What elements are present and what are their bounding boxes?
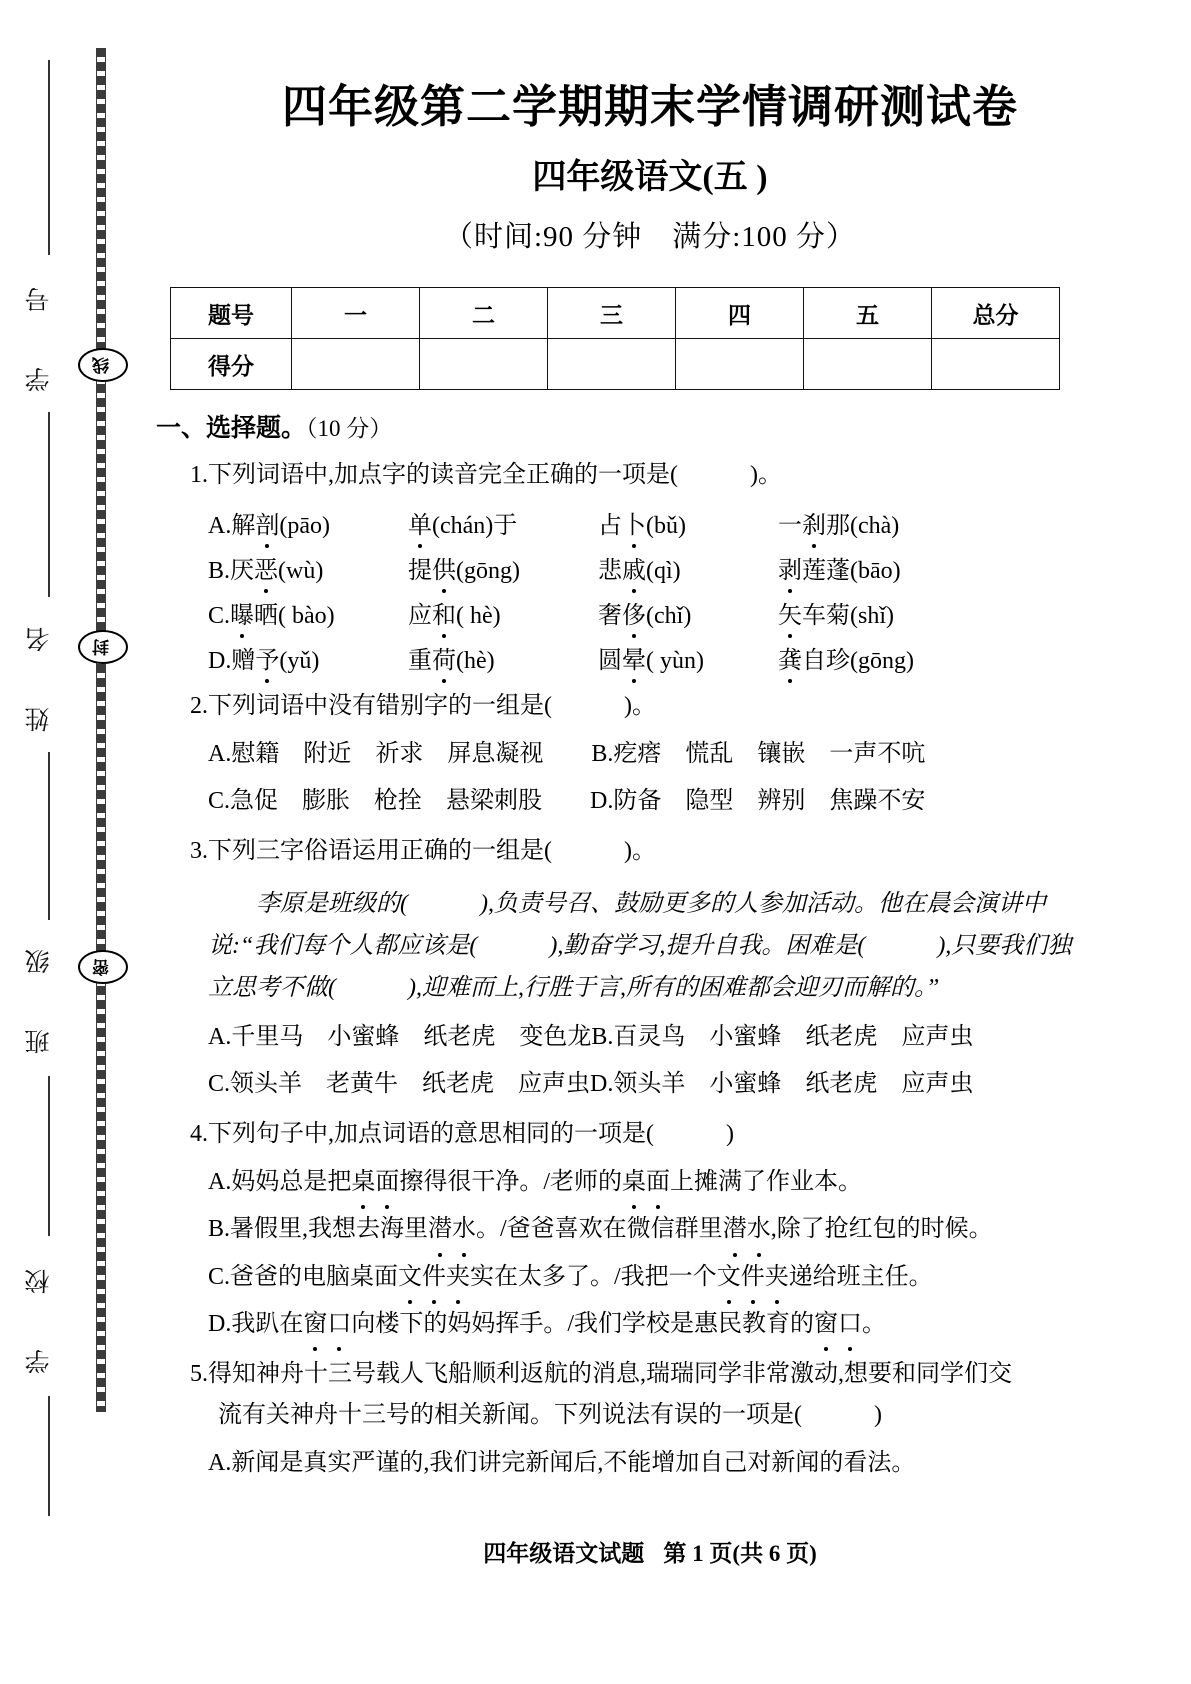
score-cell-2[interactable] [420, 339, 548, 390]
option-a-cell-3: 占卜(bǔ) [598, 505, 778, 540]
q4-a-seg5: 上摊满了作业本。 [670, 1169, 863, 1196]
q4-a-letter: A. [208, 1169, 232, 1196]
field-label-class: 班 级 [26, 935, 53, 1055]
section-heading [156, 408, 1150, 444]
emphasis-char: 夹 [446, 1259, 470, 1296]
q4-c-letter: C. [208, 1263, 231, 1290]
question-1-option-d[interactable] [208, 640, 1150, 675]
exam-subject: 四年级语文(五 ) [532, 159, 768, 196]
seal-rule-5 [48, 1396, 50, 1516]
seal-rule-1 [48, 60, 50, 255]
question-5-number: 5. [190, 1361, 208, 1387]
footer-subject: 四年级语文试题 [483, 1540, 645, 1566]
emphasis-char: 桌 [622, 1164, 646, 1201]
question-5-text-line1: 得知神舟十三号载人飞船顺利返航的消息,瑞瑞同学非常激动,想要和同学们交 [208, 1361, 1012, 1387]
emphasis-char: 文 [717, 1259, 741, 1296]
seal-rule-2 [48, 412, 50, 597]
seal-rule-3 [48, 752, 50, 920]
q4-d-seg2 [303, 1311, 351, 1337]
seal-word-mi: 密 [78, 950, 128, 984]
option-d-cell-1: D.赠予(yǔ) [208, 640, 408, 675]
seal-word-feng: 封 [78, 630, 128, 664]
q4-b-seg3: 。/爸爸喜欢在微信群里 [476, 1216, 723, 1243]
option-c-cell-3: 奢侈(chǐ) [598, 595, 778, 630]
option-a-cell-2: 单(chán)于 [408, 505, 598, 540]
question-1-option-b[interactable] [208, 550, 1150, 585]
option-a-cell-4: 一刹那(chà) [778, 505, 998, 540]
exam-title: 四年级第二学期期末学情调研测试卷 [281, 81, 1018, 132]
option-d-cell-4: 龚自珍(gōng) [778, 640, 998, 675]
question-4-option-d[interactable] [208, 1306, 1150, 1343]
field-label-school: 学 校 [26, 1255, 53, 1375]
question-4-option-a[interactable] [208, 1164, 1150, 1201]
emphasis-char: 桌 [351, 1164, 375, 1201]
score-cell-3[interactable] [548, 339, 676, 390]
question-3-number: 3. [190, 838, 208, 865]
question-2-options-row-2[interactable]: C.急促 膨胀 枪拴 悬梁刺股 D.防备 隐型 辨别 焦躁不安 [208, 787, 926, 814]
q4-b-letter: B. [208, 1216, 231, 1243]
question-2-number: 2. [190, 692, 208, 719]
q4-c-seg4 [717, 1264, 789, 1290]
question-3-text: 下列三字俗语运用正确的一组是( )。 [208, 838, 656, 865]
score-table-row-label-1: 题号 [171, 288, 292, 339]
emphasis-char: 水 [747, 1211, 771, 1248]
score-cell-4[interactable] [676, 339, 804, 390]
emphasis-char: 潜 [723, 1211, 747, 1248]
q4-c-seg5: 递给班主任。 [788, 1263, 933, 1290]
question-3-stem [190, 832, 1150, 871]
seal-word-xian: 线 [78, 348, 128, 382]
question-2-stem [190, 687, 1150, 726]
option-b-cell-2: 提供(gōng) [408, 550, 598, 585]
score-table-col-5: 五 [804, 288, 932, 339]
q4-a-seg4 [622, 1169, 670, 1195]
question-3-options-row-1[interactable]: A.千里马 小蜜蜂 纸老虎 变色龙B.百灵鸟 小蜜蜂 纸老虎 应声虫 [208, 1024, 974, 1050]
exam-content [150, 0, 1150, 1684]
option-d-cell-2: 重荷(hè) [408, 640, 598, 675]
question-4-text: 下列句子中,加点词语的意思相同的一项是( ) [208, 1121, 734, 1148]
question-4-option-c[interactable] [208, 1259, 1150, 1296]
q4-a-seg1: 妈妈总是把 [231, 1169, 352, 1196]
question-4-stem [190, 1115, 1150, 1154]
question-3-options-row-2[interactable]: C.领头羊 老黄牛 纸老虎 应声虫D.领头羊 小蜜蜂 纸老虎 应声虫 [208, 1071, 974, 1098]
section-title-text: 一、选择题。 [156, 414, 307, 442]
emphasis-char: 潜 [428, 1211, 452, 1248]
question-5-stem [190, 1355, 1150, 1394]
field-label-student-id: 学 号 [26, 273, 53, 393]
question-4-number: 4. [190, 1121, 208, 1148]
q4-d-seg1: 我趴在 [231, 1310, 304, 1337]
footer-page-number: 第 1 页(共 6 页) [663, 1541, 817, 1566]
emphasis-char: 件 [422, 1259, 446, 1296]
q4-c-seg3: 实在太多了。/我把一个 [470, 1263, 717, 1290]
seal-dashed-line [96, 48, 106, 1412]
q4-b-seg1: 暑假里,我想去海里 [230, 1216, 429, 1243]
question-5-option-a[interactable]: A.新闻是真实严谨的,我们讲完新闻后,不能增加自己对新闻的看法。 [208, 1449, 916, 1476]
score-cell-5[interactable] [804, 339, 932, 390]
score-table-col-6: 总分 [932, 288, 1060, 339]
table-row-header [171, 288, 1060, 339]
question-3-passage: 李原是班级的( ),负责号召、鼓励更多的人参加活动。他在晨会演讲中说:“我们每个人都应该是( ),勤奋学习,提升自我。困难是( ),只要我们独立思考不做( ),迎难而上,行胜于言,所有的困难都会迎刃而解的。” [208, 891, 1072, 1001]
score-table-col-2: 二 [420, 288, 548, 339]
q4-b-seg2 [428, 1216, 476, 1242]
option-c-cell-2: 应和( hè) [408, 595, 598, 630]
question-2-options-row-1[interactable]: A.慰籍 附近 祈求 屏息凝视 B.疙瘩 慌乱 镶嵌 一声不吭 [208, 740, 926, 767]
emphasis-char: 文 [398, 1259, 422, 1296]
score-cell-6[interactable] [932, 339, 1060, 390]
q4-d-seg4 [814, 1311, 862, 1337]
emphasis-char: 口 [327, 1306, 351, 1343]
question-1-option-a[interactable] [208, 505, 1150, 540]
question-1-number: 1. [190, 462, 208, 488]
score-table-col-3: 三 [548, 288, 676, 339]
question-4-option-b[interactable] [208, 1211, 1150, 1248]
emphasis-char: 水 [452, 1211, 476, 1248]
q4-d-seg5: 。 [862, 1310, 887, 1337]
question-2-text: 下列词语中没有错别字的一组是( )。 [208, 692, 656, 719]
question-1-text: 下列词语中,加点字的读音完全正确的一项是( )。 [208, 462, 782, 488]
field-label-name: 姓 名 [26, 613, 53, 733]
option-a-cell-1: A.解剖(pāo) [208, 505, 408, 540]
score-table [170, 287, 1060, 390]
seal-rule-4 [48, 1076, 50, 1236]
option-c-cell-1: C.曝晒( bào) [208, 595, 408, 630]
q4-b-seg5: ,除了抢红包的时候。 [770, 1216, 993, 1243]
option-b-cell-1: B.厌恶(wù) [208, 550, 408, 585]
exam-meta: （时间:90 分钟 满分:100 分） [443, 221, 857, 253]
q4-c-seg1: 爸爸的电脑桌面 [230, 1263, 399, 1290]
emphasis-char: 夹 [765, 1259, 789, 1296]
emphasis-char: 窗 [814, 1306, 838, 1343]
emphasis-char: 口 [838, 1306, 862, 1343]
option-c-cell-4: 矢车菊(shǐ) [778, 595, 998, 630]
table-row-scores [171, 339, 1060, 390]
emphasis-char: 窗 [303, 1306, 327, 1343]
emphasis-char: 面 [646, 1164, 670, 1201]
q4-d-letter: D. [208, 1310, 232, 1337]
score-cell-1[interactable] [292, 339, 420, 390]
emphasis-char: 件 [741, 1259, 765, 1296]
page-footer [150, 1535, 1150, 1568]
question-1-option-c[interactable] [208, 595, 1150, 630]
question-1-stem [190, 456, 1150, 495]
q4-c-seg2 [398, 1264, 470, 1290]
section-points: （10 分） [306, 416, 393, 441]
score-table-col-1: 一 [292, 288, 420, 339]
score-table-col-4: 四 [676, 288, 804, 339]
option-d-cell-3: 圆晕( yùn) [598, 640, 778, 675]
question-5-text-line2: 流有关神舟十三号的相关新闻。下列说法有误的一项是( ) [218, 1401, 882, 1428]
score-table-row-label-2: 得分 [171, 339, 292, 390]
q4-a-seg3: 擦得很干净。/老师的 [399, 1169, 623, 1196]
q4-a-seg2 [351, 1169, 399, 1195]
emphasis-char: 面 [375, 1164, 399, 1201]
option-b-cell-3: 悲戚(qì) [598, 550, 778, 585]
q4-b-seg4 [723, 1216, 771, 1242]
q4-d-seg3: 向楼下的妈妈挥手。/我们学校是惠民教育的 [351, 1310, 815, 1337]
option-b-cell-4: 剥莲蓬(bāo) [778, 550, 998, 585]
seal-line-strip [0, 0, 150, 1684]
